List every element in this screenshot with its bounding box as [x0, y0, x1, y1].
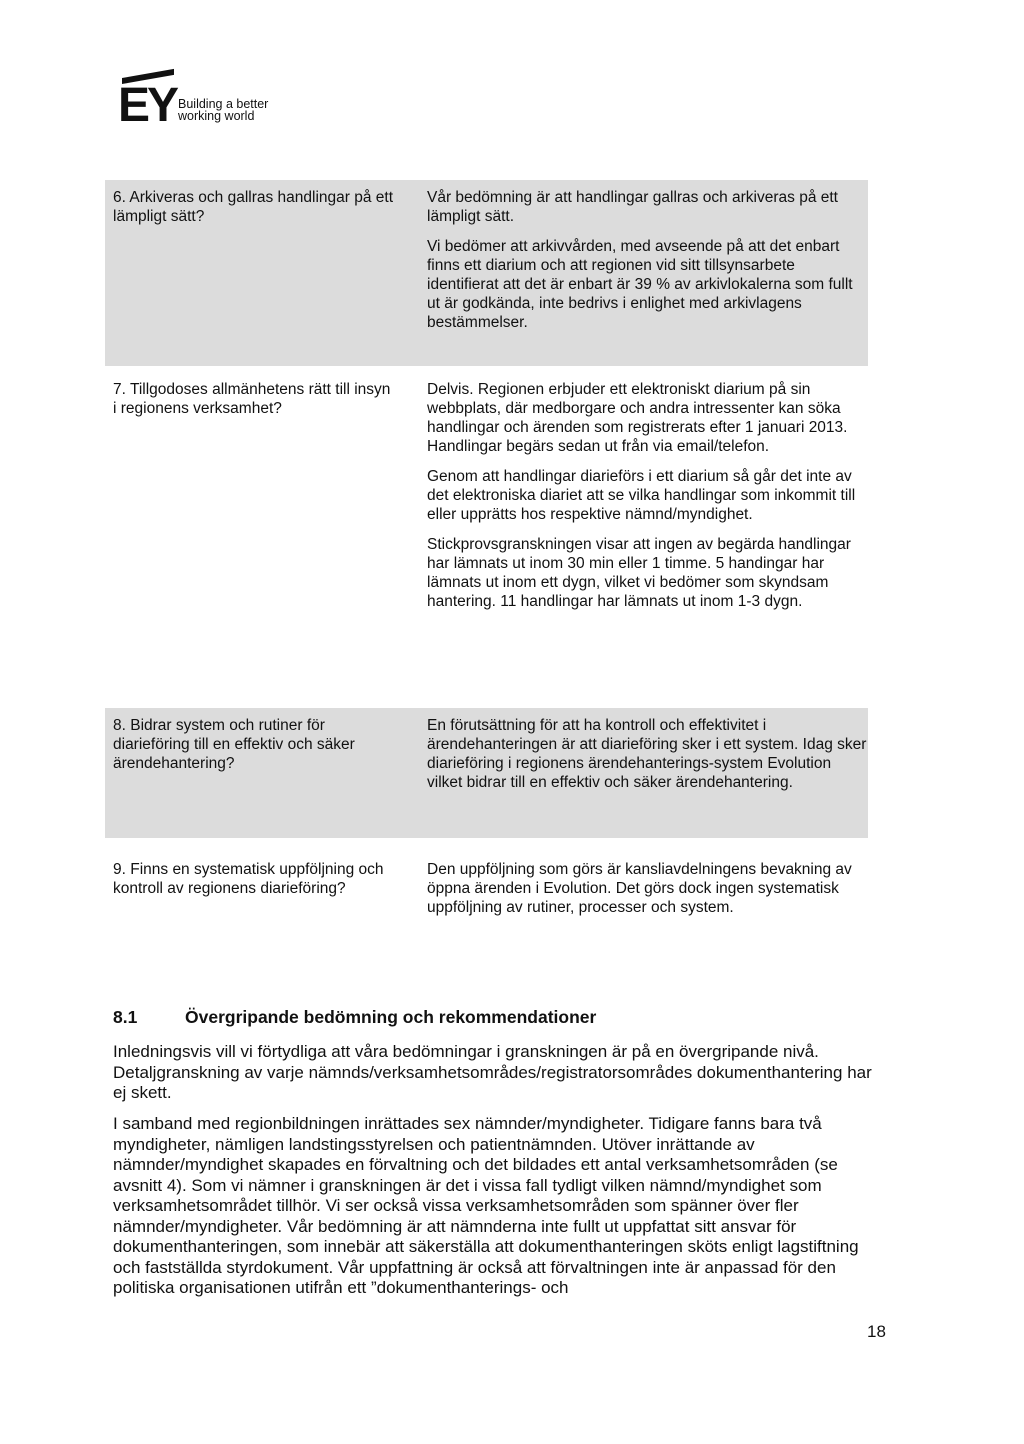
- answer-paragraph: Delvis. Regionen erbjuder ett elektroniskt diarium på sin webbplats, där medborgare och andra intressenter kan söka handlingar och ärenden som registrerats efter 1 januari 2013. Handlingar begärs sedan ut från via email/telefon.: [427, 381, 848, 455]
- answer-cell: [427, 188, 867, 343]
- ey-logo: [118, 78, 269, 132]
- answer-paragraph: Stickprovsgranskningen visar att ingen av begärda handlingar har lämnats ut inom 30 min eller 1 timme. 5 handingar har lämnats ut inom ett dygn, vilket vi bedömer som skyndsam hantering. 11 handlingar har lämnats ut inom 1-3 dygn.: [427, 536, 851, 610]
- answer-paragraph: Vi bedömer att arkivvården, med avseende på att det enbart finns ett diarium och att regionen vid sitt tillsynsarbete identifierat att det är enbart är 39 % av arkivlokalerna som fullt ut är godkända, inte bedrivs i enlighet med arkivlagens bestämmelser.: [427, 238, 853, 331]
- logo-tagline: [178, 98, 268, 122]
- answer-cell: [427, 380, 867, 622]
- table-row: [105, 372, 868, 694]
- section-title: Övergripande bedömning och rekommendationer: [185, 1007, 597, 1027]
- tagline-line-1: Building a better: [178, 97, 269, 111]
- table-row: [105, 708, 868, 838]
- tagline-line-2: working world: [178, 109, 255, 123]
- answer-paragraph: Den uppföljning som görs är kansliavdelningens bevakning av öppna ärenden i Evolution. Det görs dock ingen systematisk uppföljning av rutiner, processer och system.: [427, 861, 852, 916]
- question-cell: 7. Tillgodoses allmänhetens rätt till insyn i regionens verksamhet?: [113, 381, 391, 417]
- answer-paragraph: Genom att handlingar diarieförs i ett diarium så går det inte av det elektroniska diariet att se vilka handlingar som inkommit till eller upprätts hos respektive nämnd/myndighet.: [427, 468, 856, 523]
- paragraph-text: I samband med regionbildningen inrättades sex nämnder/myndigheter. Tidigare fanns bara två myndigheter, nämligen landstingsstyrelsen och patientnämnden. Utöver inrättande av nämnder/myndighet skapades en förvaltning och det bildades ett antal verksamhetsområden (se avsnitt 4). Som vi nämner i granskningen är det i vissa fall tydligt vilken nämnd/myndighet som verksamhetsområdet tillhör. Vi ser också vissa verksamhetsområden som spänner över fler nämnder/myndigheter. Vår bedömning är att nämnderna inte fullt ut uppfattat sitt ansvar för dokumenthanteringen, som innebär att säkerställa att dokumenthanteringen sköts enligt lagstiftning och fastställda styrdokument. Vår uppfattning är också att förvaltningen inte är anpassad för den politiska organisationen utifrån ett ”dokumenthanterings- och: [113, 1114, 859, 1297]
- answer-paragraph: En förutsättning för att ha kontroll och effektivitet i ärendehanteringen är att diarieföring sker i ett system. Idag sker diarieföring i regionens ärendehanterings-system Evolution vilket bidrar till en effektiv och säker ärendehantering.: [427, 717, 867, 791]
- answer-cell: [427, 716, 867, 803]
- logo-text: EY: [118, 79, 177, 132]
- answer-cell: [427, 860, 867, 928]
- question-cell: 6. Arkiveras och gallras handlingar på ett lämpligt sätt?: [113, 189, 394, 225]
- paragraph-text: Inledningsvis vill vi förtydliga att våra bedömningar i granskningen är på en övergripande nivå. Detaljgranskning av varje nämnds/verksamhetsområdes/registratorsområdes dokumenthantering har ej skett.: [113, 1042, 872, 1102]
- table-row: [105, 852, 868, 972]
- table-row: [105, 180, 868, 366]
- answer-paragraph: Vår bedömning är att handlingar gallras och arkiveras på ett lämpligt sätt.: [427, 189, 838, 225]
- body-paragraph: [113, 1042, 883, 1104]
- page-number: 18: [867, 1322, 886, 1341]
- question-cell: 8. Bidrar system och rutiner för diarieföring till en effektiv och säker ärendehantering?: [113, 717, 355, 772]
- section-heading: [113, 1007, 596, 1028]
- question-cell: 9. Finns en systematisk uppföljning och kontroll av regionens diarieföring?: [113, 861, 384, 897]
- logo-mark: [118, 78, 177, 132]
- section-number: 8.1: [113, 1007, 138, 1027]
- body-paragraph: [113, 1114, 883, 1299]
